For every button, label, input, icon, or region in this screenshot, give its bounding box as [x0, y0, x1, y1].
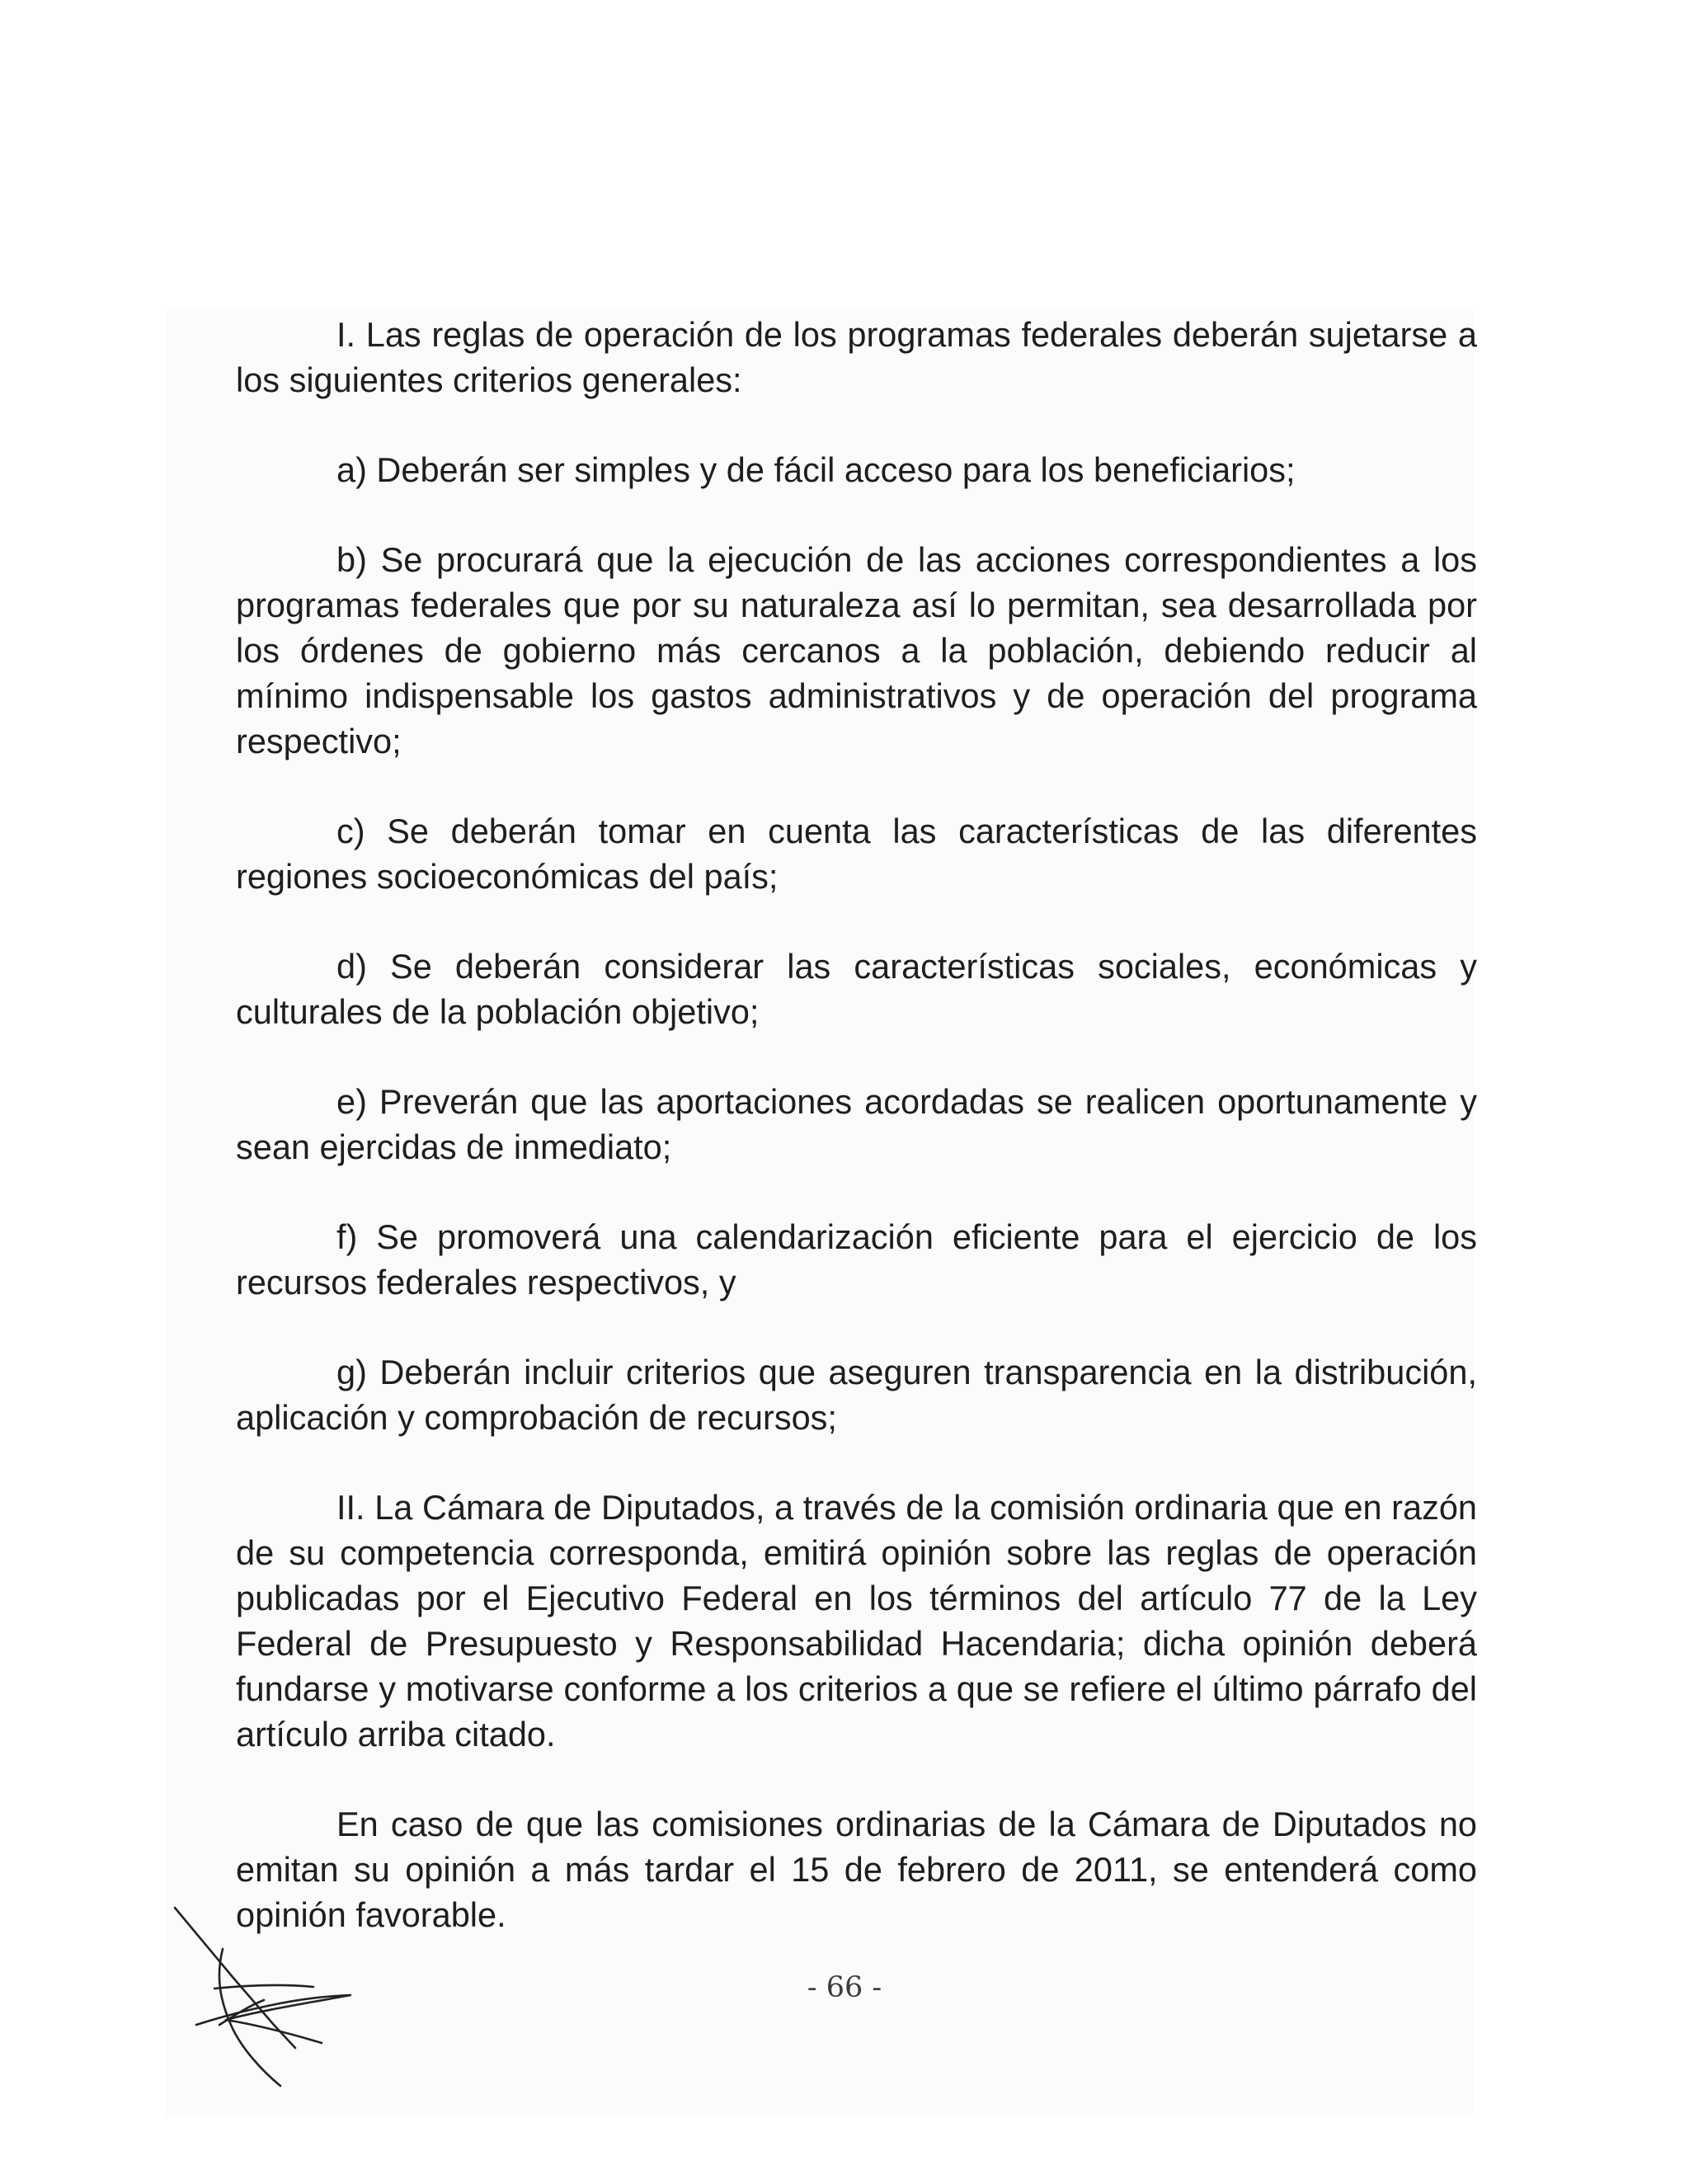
paragraph-item-g: g) Deberán incluir criterios que aseguren transparencia en la distribución, aplicación y comprobación de recursos;	[236, 1353, 1477, 1437]
document-body	[236, 312, 1477, 1937]
paragraph-item-a: a) Deberán ser simples y de fácil acceso para los beneficiarios;	[336, 450, 1296, 489]
paragraph-item-c: c) Se deberán tomar en cuenta las características de las diferentes regiones socioeconómicas del país;	[236, 812, 1477, 896]
paragraph-closing: En caso de que las comisiones ordinarias de la Cámara de Diputados no emitan su opinión a más tardar el 15 de febrero de 2011, se entenderá como opinión favorable.	[236, 1805, 1477, 1934]
paragraph-section-ii: II. La Cámara de Diputados, a través de la comisión ordinaria que en razón de su competencia corresponda, emitirá opinión sobre las reglas de operación publicadas por el Ejecutivo Federal en los términos del artículo 77 de la Ley Federal de Presupuesto y Responsabilidad Hacendaria; dicha opinión deberá fundarse y motivarse conforme a los criterios a que se refiere el último párrafo del artículo arriba citado.	[236, 1488, 1477, 1753]
paragraph-item-b: b) Se procurará que la ejecución de las acciones correspondientes a los programas federales que por su naturaleza así lo permitan, sea desarrollada por los órdenes de gobierno más cercanos a la población, debiendo reducir al mínimo indispensable los gastos administrativos y de operación del programa respectivo;	[236, 540, 1477, 760]
paragraph-item-e: e) Preverán que las aportaciones acordadas se realicen oportunamente y sean ejercidas de inmediato;	[236, 1082, 1477, 1166]
page-number: - 66 -	[807, 1971, 882, 2004]
paragraph-item-d: d) Se deberán considerar las características sociales, económicas y culturales de la población objetivo;	[236, 947, 1477, 1031]
paragraph-item-f: f) Se promoverá una calendarización eficiente para el ejercicio de los recursos federales respectivos, y	[236, 1217, 1477, 1301]
paragraph-section-i: I. Las reglas de operación de los programas federales deberán sujetarse a los siguientes criterios generales:	[236, 315, 1477, 399]
